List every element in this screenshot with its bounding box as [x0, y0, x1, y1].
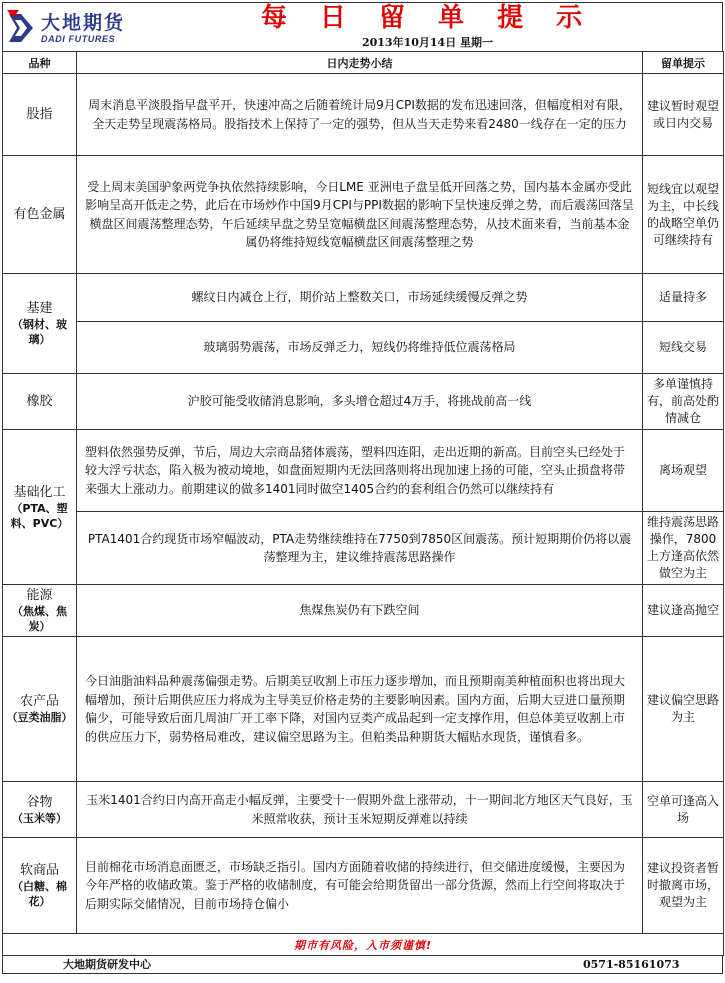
company-logo — [7, 6, 133, 50]
category-label: 有色金属 — [13, 207, 66, 222]
category-sublabel: （白糖、棉花） — [12, 880, 67, 908]
table-row — [3, 156, 724, 274]
category-sublabel: （豆类油脂） — [6, 711, 73, 724]
table-row — [3, 274, 724, 322]
footer-phone: 0571-85161073 — [583, 958, 680, 971]
summary-cell: 受上周末美国驴象两党争执依然持续影响，今日LME 亚洲电子盘呈低开回落之势，国内基本金属亦受此影响呈高开低走之势，此后在市场炒作中国9月CPI与PPI数据的影响下呈快速反弹之势，而后震荡回落呈横盘区间震荡整理态势，午后延续早盘之势呈宽幅横盘区间震荡整理态势，从技术面来看，当前基本金属仍将维持短线宽幅横盘区间震荡整理之势 — [77, 156, 643, 274]
category-cell — [3, 585, 77, 637]
category-cell — [3, 374, 77, 430]
column-header-tip: 留单提示 — [643, 52, 724, 74]
table-row — [3, 74, 724, 156]
category-label: 能源 — [26, 588, 53, 603]
category-cell — [3, 430, 77, 585]
column-header-category: 品种 — [3, 52, 77, 74]
category-label: 谷物 — [26, 794, 53, 810]
table-row — [3, 430, 724, 512]
tip-cell: 建议偏空思路为主 — [643, 637, 724, 782]
risk-warning: 期市有风险，入市须谨慎! — [3, 934, 724, 956]
category-cell — [3, 838, 77, 934]
category-label: 橡胶 — [26, 394, 53, 409]
report-date: 2013年10月14日 星期一 — [361, 36, 494, 49]
report-table — [2, 51, 724, 956]
daily-report-page — [2, 2, 723, 981]
logo-english-name: DADI FUTURES — [41, 33, 116, 44]
risk-warning-row — [3, 934, 724, 956]
summary-cell: 焦煤焦炭仍有下跌空间 — [77, 585, 643, 637]
report-header — [2, 2, 723, 51]
table-row — [3, 838, 724, 934]
report-footer — [2, 956, 723, 974]
page-title: 每 日 留 单 提 示 — [260, 3, 595, 33]
table-row — [3, 374, 724, 430]
tip-cell: 建议逢高抛空 — [643, 585, 724, 637]
summary-cell: 周末消息平淡股指早盘平开，快速冲高之后随着统计局9月CPI数据的发布迅速回落，但幅度相对有限，全天走势呈现震荡格局。股指技术上保持了一定的强势，但从当天走势来看2480一线存在一定的压力 — [77, 74, 643, 156]
category-label: 软商品 — [19, 863, 59, 878]
dadi-logo-icon — [7, 10, 35, 46]
category-cell — [3, 274, 77, 374]
summary-cell: 今日油脂油料品种震荡偏强走势。后期美豆收割上市压力逐步增加，而且预期南美种植面积也将出现大幅增加，预计后期供应压力将成为主导美豆价格走势的主要影响因素。国内方面，后期大豆进口量预期偏少，可能导致后面几周油厂开工率下降，对国内豆类产成品起到一定支撑作用，但总体美豆收割上市的供应压力下，弱势格局难改，建议偏空思路为主。但粕类品种期货大幅贴水现货，谨慎看多。 — [77, 637, 643, 782]
category-sublabel: （钢材、玻璃） — [12, 318, 67, 346]
tip-cell: 适量持多 — [643, 274, 724, 322]
category-label: 农产品 — [19, 694, 59, 709]
logo-chinese-name: 大地期货 — [41, 11, 126, 34]
tip-cell: 空单可逢高入场 — [643, 782, 724, 838]
tip-cell: 短线交易 — [643, 322, 724, 374]
summary-cell: PTA1401合约现货市场窄幅波动，PTA走势继续维持在7750到7850区间震荡。预计短期期价仍将以震荡整理为主，建议维持震荡思路操作 — [77, 512, 643, 585]
category-cell — [3, 637, 77, 782]
category-sublabel: （玉米等） — [12, 811, 67, 825]
category-sublabel: （PTA、塑料、PVC） — [10, 501, 69, 530]
tip-cell: 离场观望 — [643, 430, 724, 512]
table-row — [3, 782, 724, 838]
summary-cell: 玻璃弱势震荡，市场反弹乏力，短线仍将维持低位震荡格局 — [77, 322, 643, 374]
summary-cell: 玉米1401合约日内高开高走小幅反弹，主要受十一假期外盘上涨带动，十一期间北方地区天气良好，玉米照常收获，预计玉米短期反弹难以持续 — [77, 782, 643, 838]
summary-cell: 螺纹日内减仓上行，期价站上整数关口，市场延续缓慢反弹之势 — [77, 274, 643, 322]
summary-cell: 塑料依然强势反弹，节后，周边大宗商品猪体震荡，塑料四连阳，走出近期的新高。目前空头已经处于较大浮亏状态，陷入极为被动境地，如盘面短期内无法回落则将出现加速上扬的可能，空头止损盘将带来强大上涨动力。前期建议的做多1401同时做空1405合约的套利组合仍然可以继续持有 — [77, 430, 643, 512]
tip-cell: 多单谨慎持有，前高处酌情减仓 — [643, 374, 724, 430]
footer-organization: 大地期货研发中心 — [63, 958, 151, 971]
category-label: 基建 — [26, 301, 53, 316]
table-row — [3, 637, 724, 782]
summary-cell: 沪胶可能受收储消息影响，多头增仓超过4万手，将挑战前高一线 — [77, 374, 643, 430]
category-cell — [3, 74, 77, 156]
summary-cell: 目前棉花市场消息面匮乏，市场缺乏指引。国内方面随着收储的持续进行，但交储进度缓慢，主要因为今年严格的收储政策。鉴于严格的收储制度，有可能会给期货留出一部分货源，然而上行空间将取决于后期实际交储情况，目前市场持仓偏小 — [77, 838, 643, 934]
tip-cell: 维持震荡思路操作，7800上方逢高依然做空为主 — [643, 512, 724, 585]
tip-cell: 短线宜以观望为主，中长线的战略空单仍可继续持有 — [643, 156, 724, 274]
category-label: 股指 — [26, 107, 53, 122]
tip-cell: 建议投资者暂时撤离市场，观望为主 — [643, 838, 724, 934]
table-row — [3, 585, 724, 637]
category-label: 基础化工 — [13, 484, 66, 500]
table-header-row — [3, 52, 724, 74]
table-row — [3, 322, 724, 374]
category-cell — [3, 782, 77, 838]
column-header-summary: 日内走势小结 — [77, 52, 643, 74]
tip-cell: 建议暂时观望或日内交易 — [643, 74, 724, 156]
category-cell — [3, 156, 77, 274]
category-sublabel: （焦煤、焦炭） — [12, 605, 67, 633]
table-row — [3, 512, 724, 585]
